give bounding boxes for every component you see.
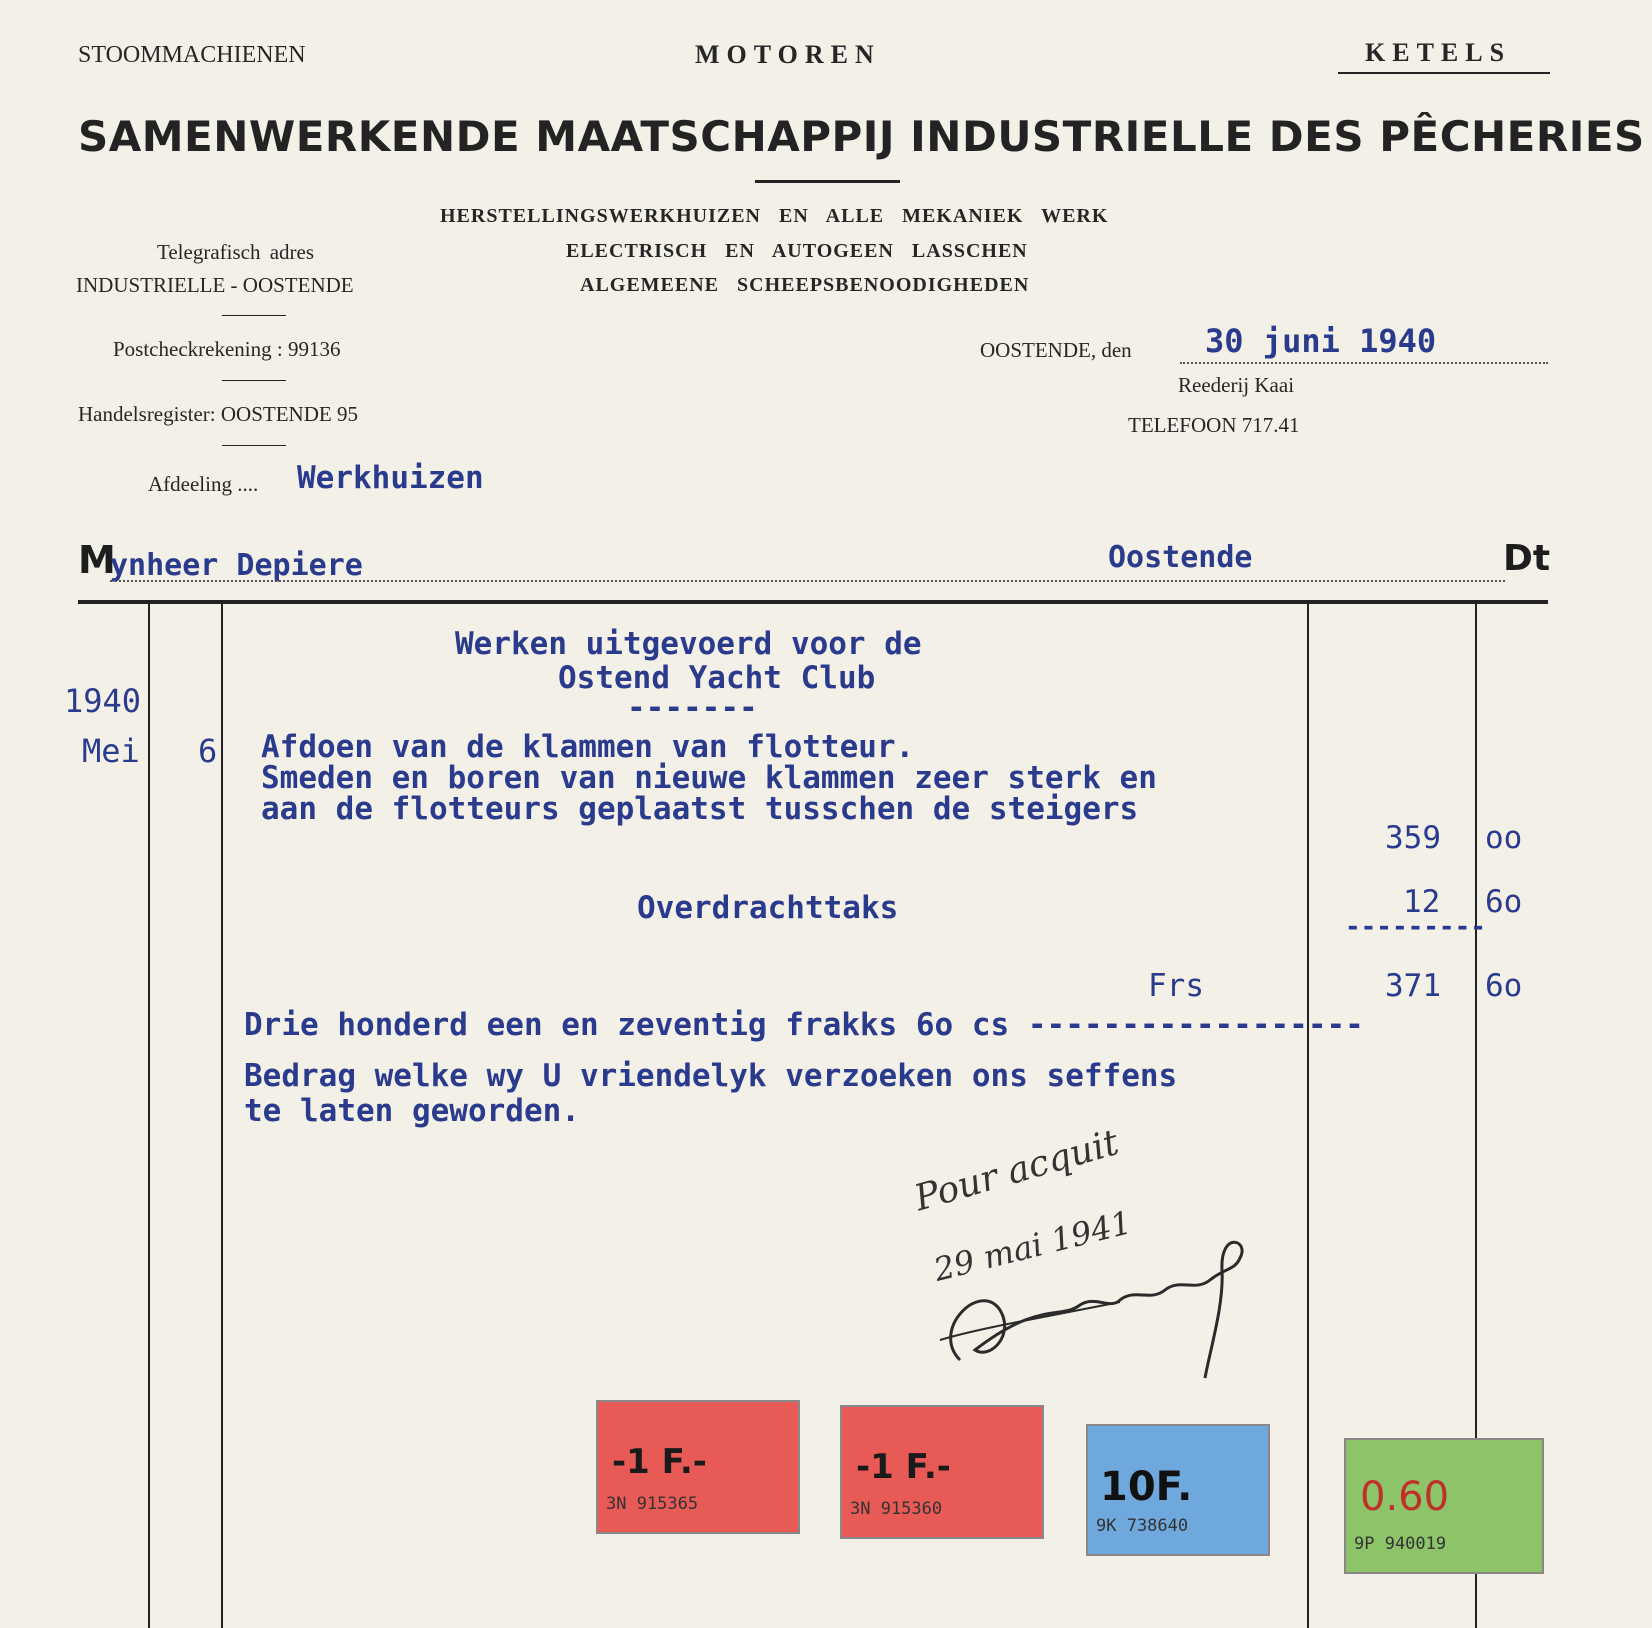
revenue-stamp-3 xyxy=(1086,1424,1270,1556)
description-line-3: aan de flotteurs geplaatst tusschen de steigers xyxy=(261,791,1139,827)
amount-in-words: Drie honderd een en zeventig frakks 6o cs ------------------ xyxy=(244,1007,1364,1043)
amount-1-francs: 359 xyxy=(1385,820,1441,856)
trade-register: Handelsregister: OOSTENDE 95 xyxy=(78,402,358,426)
header-right: KETELS xyxy=(1365,38,1512,67)
entry-month: Mei xyxy=(82,732,140,770)
amount-2-cents: 6o xyxy=(1485,884,1523,920)
stamp-3-value: 10F. xyxy=(1100,1464,1193,1510)
revenue-stamp-1 xyxy=(596,1400,800,1534)
total-cents: 6o xyxy=(1485,968,1523,1004)
payment-request-1: Bedrag welke wy U vriendelyk verzoeken ons seffens xyxy=(244,1058,1178,1094)
place-label: OOSTENDE, den xyxy=(980,338,1132,362)
signature xyxy=(920,1210,1300,1380)
header-center: MOTOREN xyxy=(695,40,881,69)
phone: TELEFOON 717.41 xyxy=(1128,413,1300,437)
company-name: SAMENWERKENDE MAATSCHAPPIJ INDUSTRIELLE DES PÊCHERIES xyxy=(78,112,1645,161)
revenue-stamp-4 xyxy=(1344,1438,1544,1574)
divider xyxy=(222,315,286,316)
stamp-2-serial: 3N 915360 xyxy=(850,1499,943,1519)
sum-rule: --------- xyxy=(1345,912,1486,942)
department-value: Werkhuizen xyxy=(297,460,484,496)
invoice-heading-2: Ostend Yacht Club xyxy=(558,660,876,696)
invoice-date: 30 juni 1940 xyxy=(1205,322,1437,360)
revenue-stamp-2 xyxy=(840,1405,1044,1539)
table-top-rule xyxy=(78,600,1548,604)
date-dotline xyxy=(1180,362,1548,364)
description-line-1: Afdoen van de klammen van flotteur. xyxy=(261,729,915,765)
telegraph-label: Telegrafisch adres xyxy=(157,240,315,264)
postcheck: Postcheckrekening : 99136 xyxy=(113,337,341,361)
stamp-3-serial: 9K 738640 xyxy=(1096,1516,1189,1536)
amount-1-cents: oo xyxy=(1485,820,1523,856)
header-left: STOOMMACHIENEN xyxy=(78,42,306,68)
divider xyxy=(222,445,286,446)
column-divider-day xyxy=(221,604,223,1628)
payment-request-2: te laten geworden. xyxy=(244,1093,580,1129)
addressee-city: Oostende xyxy=(1108,540,1253,575)
service-line-1: HERSTELLINGSWERKHUIZEN EN ALLE MEKANIEK WERK xyxy=(440,205,1109,227)
service-line-3: ALGEMEENE SCHEEPSBENOODIGHEDEN xyxy=(580,274,1030,296)
addressee-name: ynheer Depiere xyxy=(110,548,363,583)
entry-day: 6 xyxy=(198,732,218,770)
column-divider-francs xyxy=(1307,604,1309,1628)
invoice-heading-rule: ------- xyxy=(627,690,758,726)
receipt-note: Pour acquit xyxy=(910,1122,1124,1220)
company-rule xyxy=(755,180,900,183)
debit-mark: Dt xyxy=(1503,538,1551,579)
service-line-2: ELECTRISCH EN AUTOGEEN LASSCHEN xyxy=(566,240,1028,262)
tax-label: Overdrachttaks xyxy=(637,890,899,926)
telegraph-address: INDUSTRIELLE - OOSTENDE xyxy=(76,273,354,297)
stamp-4-serial: 9P 940019 xyxy=(1354,1534,1447,1554)
divider xyxy=(222,380,286,381)
invoice-heading-1: Werken uitgevoerd voor de xyxy=(455,626,922,662)
addressee-dotline xyxy=(110,580,1505,582)
street: Reederij Kaai xyxy=(1178,373,1295,397)
total-label: Frs xyxy=(1148,968,1204,1004)
column-divider-year xyxy=(148,604,150,1628)
description-line-2: Smeden en boren van nieuwe klammen zeer sterk en xyxy=(261,760,1157,796)
total-francs: 371 xyxy=(1385,968,1441,1004)
header-right-rule xyxy=(1338,72,1550,74)
entry-year: 1940 xyxy=(64,682,142,720)
amount-2-francs: 12 xyxy=(1403,884,1441,920)
stamp-4-value: 0.60 xyxy=(1360,1474,1450,1520)
department-label: Afdeeling .... xyxy=(148,472,259,496)
stamp-1-value: -1 F.- xyxy=(612,1442,707,1482)
receipt-date: 29 mai 1941 xyxy=(930,1203,1136,1289)
stamp-2-value: -1 F.- xyxy=(856,1447,951,1487)
addressee-initial: M xyxy=(78,538,116,582)
stamp-1-serial: 3N 915365 xyxy=(606,1494,699,1514)
